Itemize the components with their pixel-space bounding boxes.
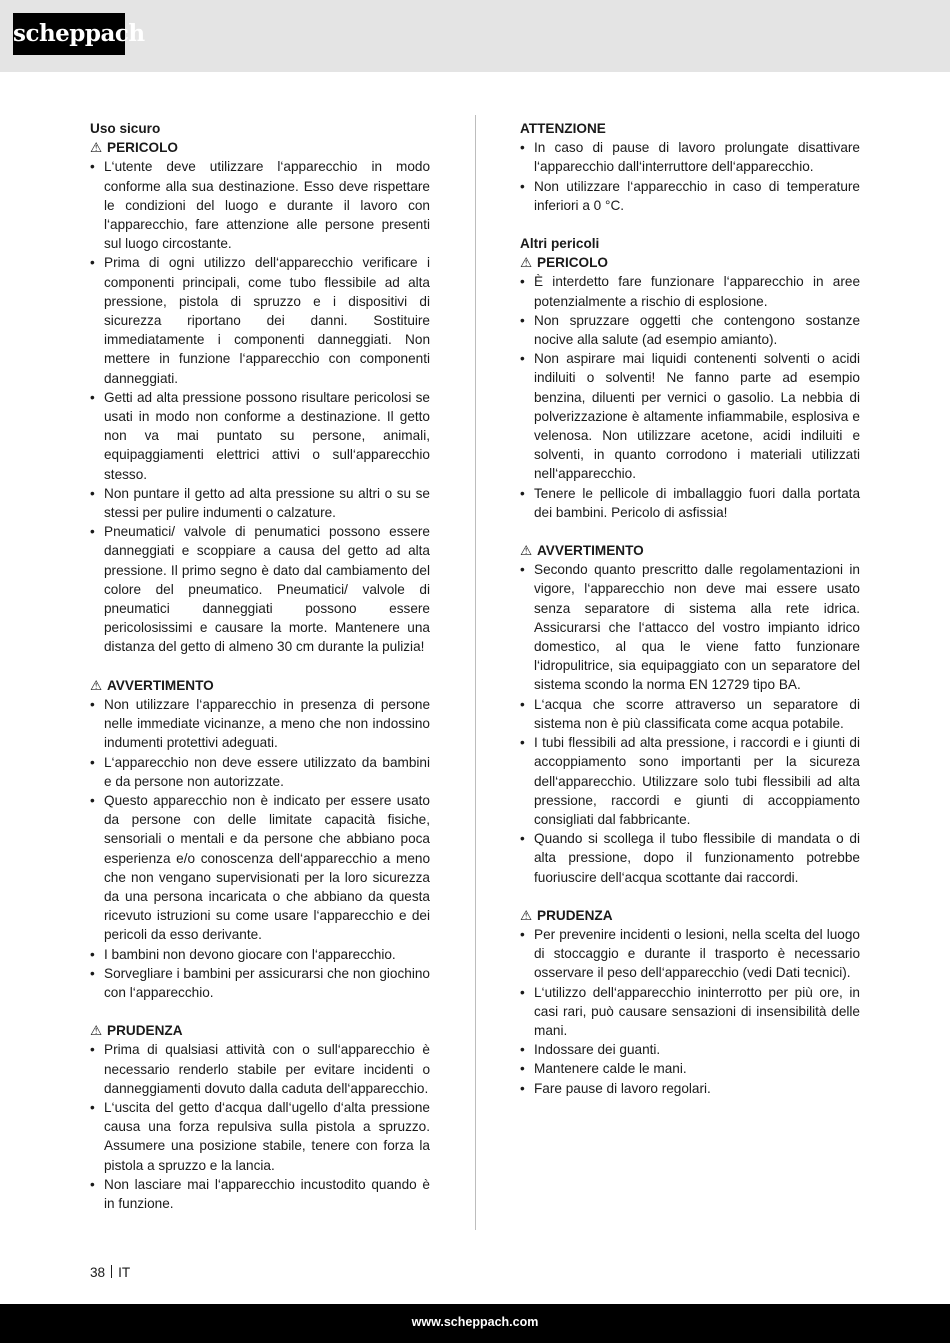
list-item: • L‘uscita del getto d‘acqua dall‘ugello d‘alta pressione causa una forza repulsiva sulla pistola a spruzzo. Assumere una posizione stabile, tenere con forza la pistola a spruzzo e la lancia. — [90, 1098, 430, 1175]
bottom-bar — [0, 1304, 950, 1343]
warning-label: AVVERTIMENTO — [107, 677, 214, 693]
attention-heading: ATTENZIONE — [520, 121, 606, 136]
list-item: • Non lasciare mai l‘apparecchio incustodito quando è in funzione. — [90, 1175, 430, 1213]
right-sections — [520, 253, 860, 1098]
list-item: • Sorvegliare i bambini per assicurarsi che non giochino con l‘apparecchio. — [90, 964, 430, 1002]
list-item: • Non spruzzare oggetti che contengono sostanze nocive alla salute (ad esempio amianto). — [520, 311, 860, 349]
scheppach-logo: scheppach — [13, 13, 125, 55]
language-code: IT — [118, 1265, 131, 1280]
list-item: • Prima di qualsiasi attività con o sull‘apparecchio è necessario renderlo stabile per evitare incidenti o danneggiamenti dovuto dalla caduta dell‘apparecchio. — [90, 1040, 430, 1098]
list-item: • Non utilizzare l‘apparecchio in presenza di persone nelle immediate vicinanze, a meno che non indossino indumenti protettivi adeguati. — [90, 695, 430, 753]
pericolo-heading — [520, 253, 860, 272]
warning-triangle-icon: ⚠ — [90, 677, 103, 693]
warning-list — [90, 1040, 430, 1213]
list-item: • L‘utente deve utilizzare l‘apparecchio in modo conforme alla sua destinazione. Esso deve rispettare le condizioni del luogo e durante il lavoro con l‘apparecchio, fare attenzione alle persone presenti sul luogo circostante. — [90, 157, 430, 253]
left-column — [90, 119, 430, 1213]
warning-label: PRUDENZA — [537, 907, 613, 923]
page-footer — [90, 1265, 130, 1280]
warning-label: PERICOLO — [537, 255, 608, 271]
prudenza-heading — [520, 906, 860, 925]
list-item: • Secondo quanto prescritto dalle regolamentazioni in vigore, l‘apparecchio non deve mai essere usato senza separatore di sistema alla rete idrica. Assicurarsi che l‘attacco del vostro impianto idrico domestico, al qua le viene fatto funzionare l‘idropulitrice, sia equipaggiato con un separatore del sistema scondo la norma EN 12729 tipo BA. — [520, 560, 860, 694]
list-item: • I bambini non devono giocare con l‘apparecchio. — [90, 945, 430, 964]
list-item: • Quando si scollega il tubo flessibile di mandata o di alta pressione, dopo il funzionamento potrebbe fuoriuscire dell‘acqua scottante dai raccordi. — [520, 829, 860, 887]
list-item: • L‘acqua che scorre attraverso un separatore di sistema non è più classificata come acqua potabile. — [520, 695, 860, 733]
list-item: • Mantenere calde le mani. — [520, 1059, 860, 1078]
pericolo-heading — [90, 138, 430, 157]
section-title: Uso sicuro — [90, 121, 161, 136]
avvertimento-heading — [520, 541, 860, 560]
warning-list — [520, 925, 860, 1098]
list-item: • L‘apparecchio non deve essere utilizzato da bambini e da persone non autorizzate. — [90, 753, 430, 791]
warning-triangle-icon: ⚠ — [520, 907, 533, 923]
list-item: • Non utilizzare l‘apparecchio in caso di temperature inferiori a 0 °C. — [520, 177, 860, 215]
warning-list — [90, 157, 430, 656]
website-link[interactable]: www.scheppach.com — [411, 1315, 539, 1329]
warning-triangle-icon: ⚠ — [520, 543, 533, 559]
right-column — [520, 119, 860, 1098]
list-item: • Getti ad alta pressione possono risultare pericolosi se usati in modo non conforme a destinazione. Il getto non va mai puntato su persone, animali, equipaggiamenti elettrici attivi o sull‘apparecchio stesso. — [90, 388, 430, 484]
list-item: • Questo apparecchio non è indicato per essere usato da persone con delle limitate capacità fisiche, sensoriali o mentali e da persone che abbiano poca esperienza e/o conoscenza dell‘apparecchio a meno che non vengano supervisionati per la loro sicurezza da una persona incaricata o che abbiano da questa ricevuto istruzioni su come usare l‘apparecchio e dei pericoli da esso derivante. — [90, 791, 430, 945]
list-item: • Pneumatici/ valvole di penumatici possono essere danneggiati e scoppiare a causa del getto ad alta pressione. Il primo segno è dato dal cambiamento del colore del pneumatico. Pneumatici/ valvole di pneumatici danneggiati possono essere pericolosissimi e causare la morte. Mantenere una distanza del getto di almeno 30 cm durante la pulizia! — [90, 522, 430, 656]
list-item: • L‘utilizzo dell‘apparecchio ininterrotto per più ore, in casi rari, può causare sensazioni di insensibilità delle mani. — [520, 983, 860, 1041]
list-item: • Non puntare il getto ad alta pressione su altri o su se stessi per pulire indumenti o calzature. — [90, 484, 430, 522]
list-item: • Tenere le pellicole di imballaggio fuori dalla portata dei bambini. Pericolo di asfissia! — [520, 484, 860, 522]
page-header — [0, 0, 950, 72]
list-item: • Fare pause di lavoro regolari. — [520, 1079, 860, 1098]
page-number: 38 — [90, 1265, 106, 1280]
warning-label: PRUDENZA — [107, 1023, 183, 1039]
list-item: • Indossare dei guanti. — [520, 1040, 860, 1059]
footer-separator — [111, 1265, 112, 1278]
column-divider — [475, 115, 476, 1230]
list-item: • I tubi flessibili ad alta pressione, i raccordi e i giunti di accoppiamento sono importanti per la sicureza dell‘apparecchio. Utilizzare solo tubi flessibili ad alta pressione, raccordi e giunti di accoppiamento consigliati dal fabbricante. — [520, 733, 860, 829]
section-title: Altri pericoli — [520, 236, 600, 252]
warning-label: AVVERTIMENTO — [537, 543, 644, 559]
warning-triangle-icon: ⚠ — [90, 140, 103, 156]
avvertimento-heading — [90, 676, 430, 695]
warning-triangle-icon: ⚠ — [90, 1023, 103, 1039]
warning-triangle-icon: ⚠ — [520, 255, 533, 271]
attention-list — [520, 138, 860, 215]
list-item: • È interdetto fare funzionare l‘apparecchio in aree potenzialmente a rischio di esplosione. — [520, 272, 860, 310]
list-item: • Non aspirare mai liquidi contenenti solventi o acidi indiluiti o solventi! Ne fanno parte ad esempio benzina, diluenti per vernici o gasolio. La nebbia di polverizzazione è altamente infiammabile, esplosiva e velenosa. Non utilizzare acetone, acidi indiluiti e solventi, in quanto corrodono i materiali utilizzati nell‘apparecchio. — [520, 349, 860, 483]
warning-list — [90, 695, 430, 1002]
list-item: • Per prevenire incidenti o lesioni, nella scelta del luogo di stoccaggio e durante il trasporto è necessario osservare il peso dell‘apparecchio (vedi Dati tecnici). — [520, 925, 860, 983]
list-item: • Prima di ogni utilizzo dell‘apparecchio verificare i componenti principali, come tubo flessibile ad alta pressione, pistola di spruzzo e i dispositivi di sicurezza riportano dei danni. Sostituire immediatamente i componenti danneggiati. Non mettere in funzione l‘apparecchio con componenti danneggiati. — [90, 253, 430, 387]
prudenza-heading — [90, 1021, 430, 1040]
left-sections — [90, 138, 430, 1213]
warning-label: PERICOLO — [107, 140, 178, 156]
warning-list — [520, 560, 860, 886]
warning-list — [520, 272, 860, 522]
list-item: • In caso di pause di lavoro prolungate disattivare l‘apparecchio dall‘interruttore dell‘apparecchio. — [520, 138, 860, 176]
